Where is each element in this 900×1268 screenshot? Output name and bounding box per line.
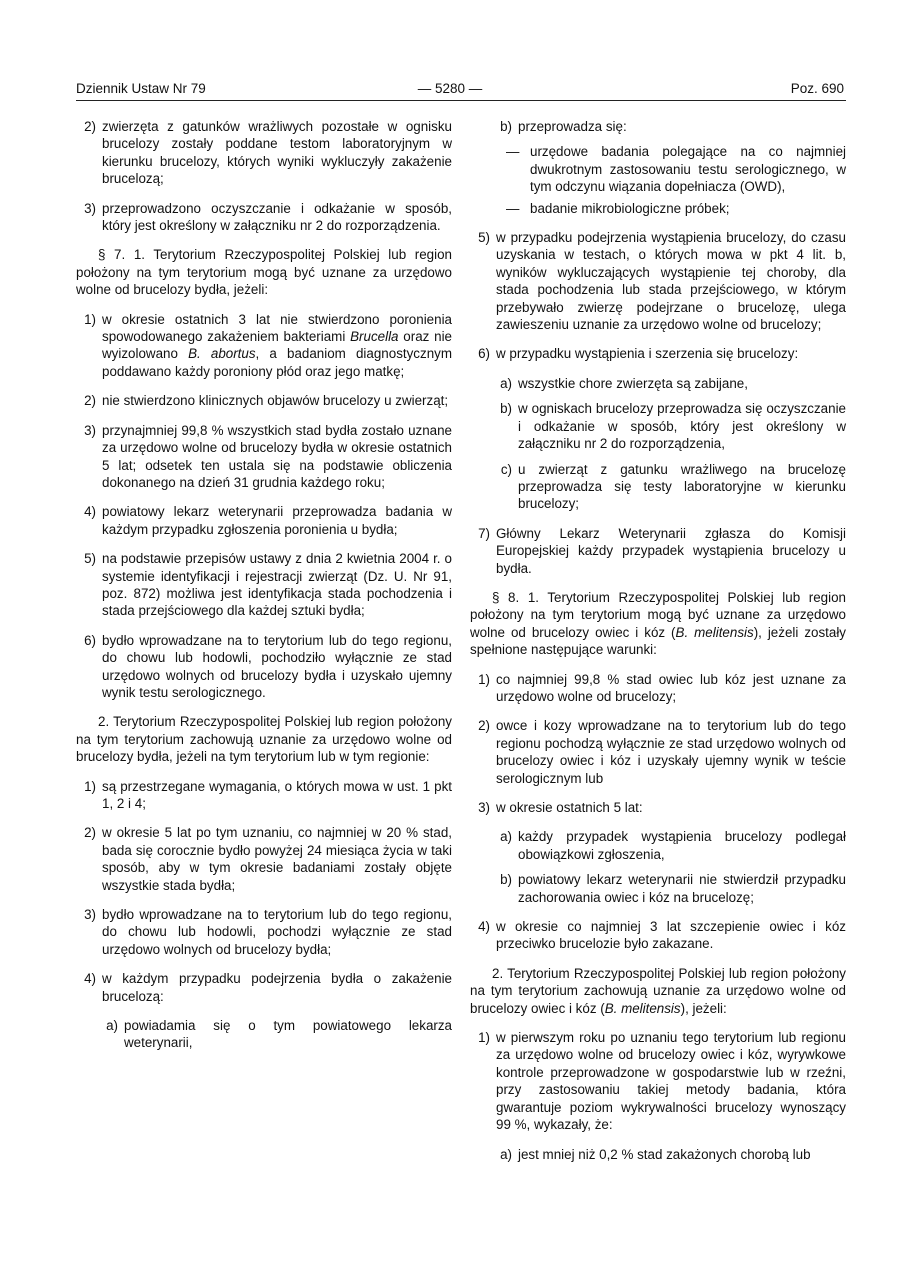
list-item: 6) w przypadku wystąpienia i szerzenia się brucelozy: bbox=[478, 346, 799, 362]
sub-item: b) przeprowadza się: bbox=[500, 119, 627, 134]
position-number: Poz. 690 bbox=[790, 81, 844, 96]
list-item: 4) w każdym przypadku podejrzenia bydła o zakażenie brucelozą: bbox=[84, 971, 452, 1004]
list-item: 2) nie stwierdzono klinicznych objawów brucelozy u zwierząt; bbox=[84, 393, 449, 409]
sub-item: a) powiadamia się o tym powiatowego lekarza weterynarii, bbox=[106, 1018, 452, 1051]
section-7-paragraph-2: 2. Terytorium Rzeczypospolitej Polskiej lub region położony na tym terytorium zachowują uznanie za urzędowo wolne od brucelozy bydła, jeżeli na tym terytorium lub w tym regionie: bbox=[76, 714, 452, 765]
page-number: — 5280 — bbox=[417, 81, 483, 96]
header-rule bbox=[76, 100, 846, 101]
list-item: 5) w przypadku podejrzenia wystąpienia brucelozy, do czasu uzyskania w testach, o których mowa w pkt 4 lit. b, wyników wykluczających wystąpienie tej choroby, dla stada pochodzenia lub stada przejściowego, w którym przebywało zwierzę podejrzane o brucelozę, ulega zawieszeniu uznanie za urzędowo wolne od brucelozy; bbox=[478, 230, 846, 333]
sub-item: a) jest mniej niż 0,2 % stad zakażonych chorobą lub bbox=[500, 1146, 811, 1162]
list-item: 4) w okresie co najmniej 3 lat szczepienie owiec i kóz przeciwko brucelozie było zakazane. bbox=[478, 919, 846, 952]
list-item: 2) w okresie 5 lat po tym uznaniu, co najmniej w 20 % stad, bada się corocznie bydło powyżej 24 miesiąca życia w taki sposób, aby w tym okresie badaniami zostały objęte wszystkie stada bydła; bbox=[84, 825, 452, 893]
journal-title: Dziennik Ustaw Nr 79 bbox=[76, 81, 206, 96]
list-item: 6) bydło wprowadzane na to terytorium lub do tego regionu, do chowu lub hodowli, pochodziło wyłącznie ze stad urzędowo wolnych od brucelozy bydła i uzyskało ujemny wynik testu serologicznego. bbox=[84, 632, 452, 700]
sub-item: b) powiatowy lekarz weterynarii nie stwierdził przypadku zachorowania owiec i kóz na brucelozę; bbox=[500, 872, 846, 905]
list-item: 5) na podstawie przepisów ustawy z dnia 2 kwietnia 2004 r. o systemie identyfikacji i rejestracji zwierząt (Dz. U. Nr 91, poz. 872) możliwa jest identyfikacja stada pochodzenia i stada przejściowego dla każdej sztuki bydła; bbox=[84, 551, 452, 619]
list-item: 1) w okresie ostatnich 3 lat nie stwierdzono poronienia spowodowanego zakażeniem bakteriami Brucella oraz nie wyizolowano B. abortus, a badaniom diagnostycznym poddawano każdy poroniony płód oraz jego matkę; bbox=[84, 311, 453, 379]
list-item: 4) powiatowy lekarz weterynarii przeprowadza badania w każdym przypadku zgłoszenia poronienia u bydła; bbox=[84, 504, 452, 537]
list-item: 3) przeprowadzono oczyszczanie i odkażanie w sposób, który jest określony w załączniku nr 2 do rozporządzenia. bbox=[84, 200, 452, 234]
list-item: 3) przynajmniej 99,8 % wszystkich stad bydła zostało uznane za urzędowo wolne od brucelozy bydła w okresie ostatnich 5 lat; odsetek ten ustala się na podstawie obliczenia dokonanego na dzień 31 grudnia każdego roku; bbox=[84, 422, 452, 490]
list-item: 2) zwierzęta z gatunków wrażliwych pozostałe w ognisku brucelozy zostały poddane testom laboratoryjnym w kierunku brucelozy, których wyniki wykluczyły zakażenie brucelozą; bbox=[84, 119, 452, 187]
sub-item: a) wszystkie chore zwierzęta są zabijane, bbox=[500, 375, 748, 391]
section-8-paragraph-2: 2. Terytorium Rzeczypospolitej Polskiej lub region położony na tym terytorium zachowują uznanie za urzędowo wolne od brucelozy owiec i kóz (B. melitensis), jeżeli: bbox=[470, 965, 846, 1016]
right-column bbox=[470, 118, 846, 1171]
list-item: 7) Główny Lekarz Weterynarii zgłasza do Komisji Europejskiej każdy przypadek wystąpienia brucelozy u bydła. bbox=[478, 525, 846, 576]
sub-item: c) u zwierząt z gatunku wrażliwego na brucelozę przeprowadza się testy laboratoryjne w kierunku brucelozy; bbox=[500, 461, 846, 512]
sub-item: b) w ogniskach brucelozy przeprowadza się oczyszczanie i odkażanie w sposób, który jest określony w załączniku nr 2 do rozporządzenia, bbox=[500, 401, 846, 452]
list-item: 1) są przestrzegane wymagania, o których mowa w ust. 1 pkt 1, 2 i 4; bbox=[84, 778, 452, 811]
list-item: 1) w pierwszym roku po uznaniu tego terytorium lub regionu za urzędowo wolne od brucelozy owiec i kóz, wyrywkowe kontrole przeprowadzone w gospodarstwie lub w rzeźni, przy zastosowaniu takiej metody badania, która gwarantuje poziom wykrywalności brucelozy wynoszący 99 %, wykazały, że: bbox=[478, 1030, 846, 1133]
list-item: 2) owce i kozy wprowadzane na to terytorium lub do tego regionu pochodzą wyłącznie ze stad urzędowo wolnych od brucelozy owiec i kóz i uzyskały ujemny wynik w teście serologicznym lub bbox=[478, 718, 846, 786]
dash-item: — badanie mikrobiologiczne próbek; bbox=[506, 200, 730, 216]
dash-item: — urzędowe badania polegające na co najmniej dwukrotnym zastosowaniu testu serologicznego, w tym odczynu wiązania dopełniacza (OWD), bbox=[506, 144, 846, 195]
list-item: 3) bydło wprowadzane na to terytorium lub do tego regionu, do chowu lub hodowli, pochodzi wyłącznie ze stad urzędowo wolnych od brucelozy bydła; bbox=[84, 907, 452, 957]
list-item: 3) w okresie ostatnich 5 lat: bbox=[478, 800, 643, 815]
sub-item: a) każdy przypadek wystąpienia brucelozy podlegał obowiązkowi zgłoszenia, bbox=[500, 829, 846, 862]
left-column bbox=[76, 118, 452, 1060]
list-item: 1) co najmniej 99,8 % stad owiec lub kóz jest uznane za urzędowo wolne od brucelozy; bbox=[478, 671, 846, 704]
section-8-intro: § 8. 1. Terytorium Rzeczypospolitej Polskiej lub region położony na tym terytorium mogą być uznane za urzędowo wolne od brucelozy owiec i kóz (B. melitensis), jeżeli zostały spełnione następujące warunki: bbox=[470, 589, 846, 658]
section-7-intro: § 7. 1. Terytorium Rzeczypospolitej Polskiej lub region położony na tym terytorium mogą być uznane za urzędowo wolne od brucelozy bydła, jeżeli: bbox=[76, 247, 452, 298]
